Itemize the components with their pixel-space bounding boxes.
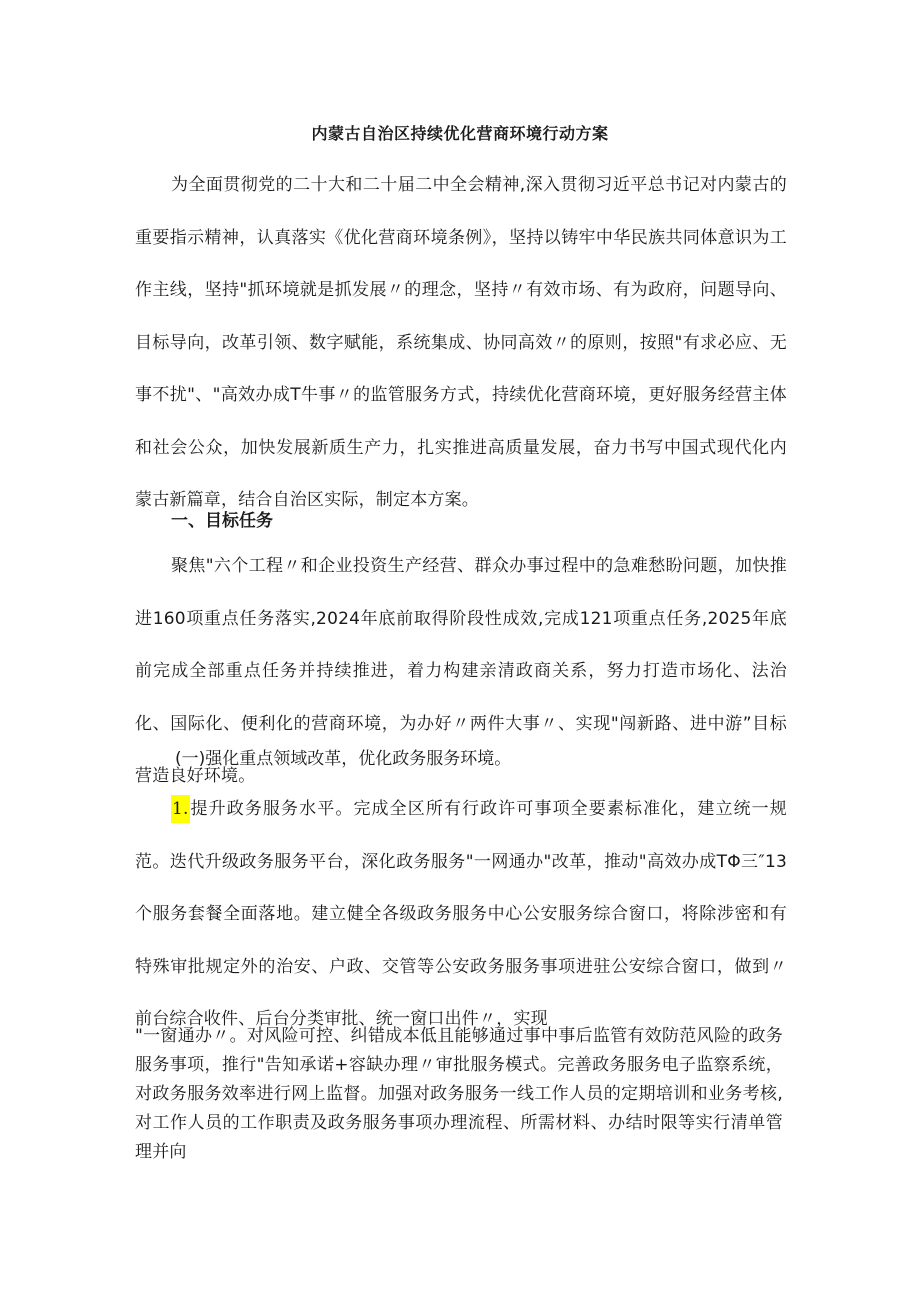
subsection-heading: (一)强化重点领域改革，优化政务服务环境。	[175, 749, 512, 769]
item-number-highlight: 1.	[171, 795, 190, 823]
item-continued-paragraph: "一窗通办〃。对风险可控、纠错成本低且能够通过事中事后监管有效防范风险的政务服务事项，推行"告知承诺+容缺办理〃审批服务模式。完善政务服务电子监察系统，对政务服务效率进行网上监督。加强对政务服务一线工作人员的定期培训和业务考核,对工作人员的工作职责及政务服务事项办理流程、所需材料、办结时限等实行清单管理并向	[135, 1026, 783, 1162]
section-heading-goals: 一、目标任务	[171, 511, 273, 531]
item-paragraph	[135, 783, 787, 1046]
document-title: 内蒙古自治区持续优化营商环境行动方案	[311, 124, 609, 143]
intro-paragraph: 为全面贯彻党的二十大和二十届二中全会精神,深入贯彻习近平总书记对内蒙古的重要指示精神，认真落实《优化营商环境条例》，坚持以铸牢中华民族共同体意识为工作主线，坚持"抓环境就是抓发展〃的理念，坚持〃有效市场、有为政府，问题导向、目标导向，改革引领、数字赋能，系统集成、协同高效〃的原则，按照"有求必应、无事不扰"、"高效办成T牛事〃的监管服务方式，持续优化营商环境，更好服务经营主体和社会公众，加快发展新质生产力，扎实推进高质量发展，奋力书写中国式现代化内蒙古新篇章，结合自治区实际，制定本方案。	[135, 175, 787, 510]
section-body-goals: 聚焦"六个工程〃和企业投资生产经营、群众办事过程中的急难愁盼问题，加快推进160项重点任务落实,2024年底前取得阶段性成效,完成121项重点任务,2025年底前完成全部重点任务并持续推进，着力构建亲清政商关系，努力打造市场化、法治化、国际化、便利化的营商环境，为办好〃两件大事〃、实现"闯新路、进中游”目标营造良好环境。	[135, 556, 787, 786]
item-body: 提升政务服务水平。完成全区所有行政许可事项全要素标准化，建立统一规范。迭代升级政务服务平台，深化政务服务"一网通办"改革，推动"高效办成TΦ三″13个服务套餐全面落地。建立健全各级政务服务中心公安服务综合窗口，将除涉密和有特殊审批规定外的治安、户政、交管等公安政务服务事项进驻公安综合窗口，做到〃前台综合收件、后台分类审批、统一窗口出件〃，实现	[135, 799, 787, 1029]
